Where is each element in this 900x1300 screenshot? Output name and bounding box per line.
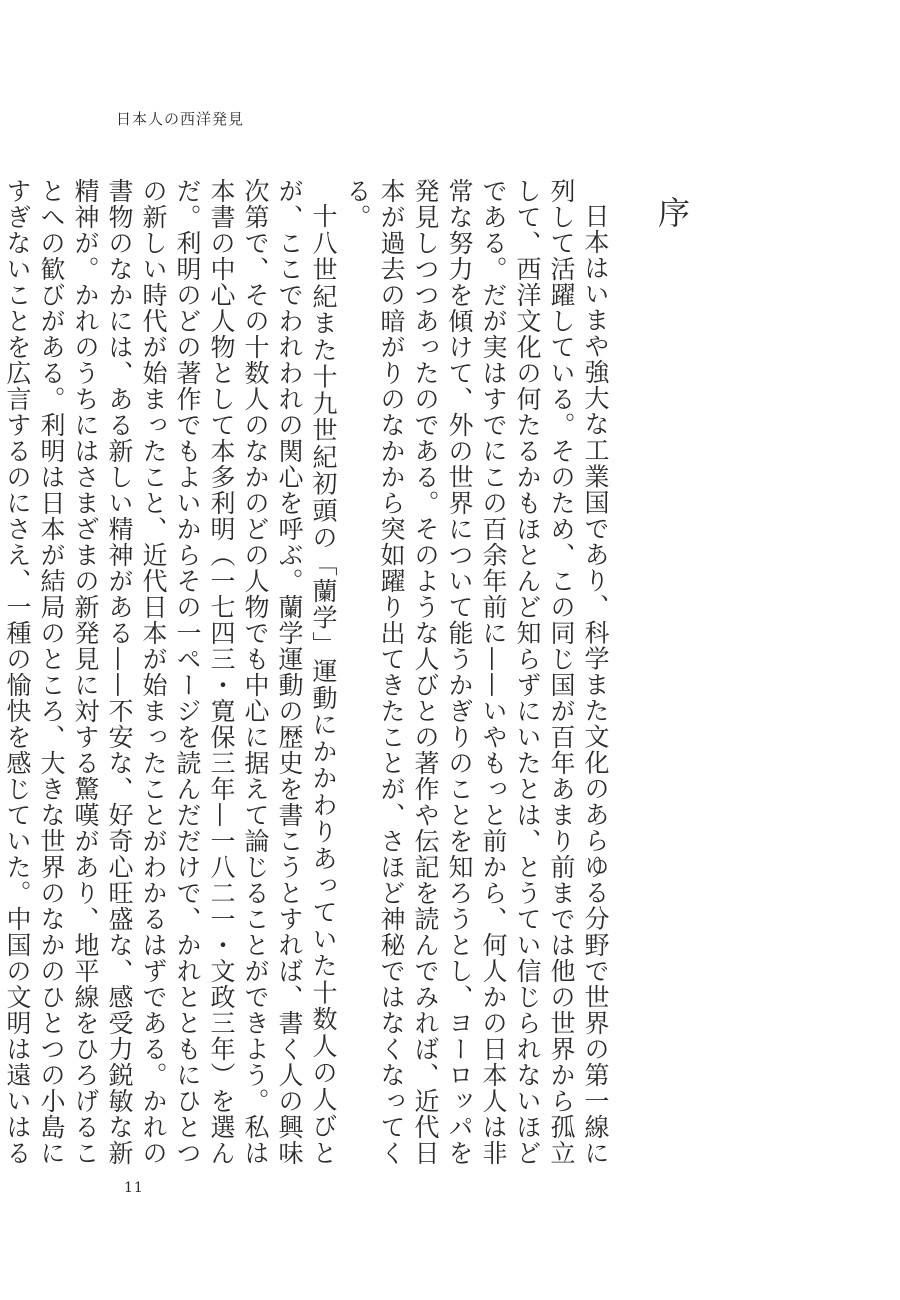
paragraph-2: 十八世紀また十九世紀初頭の「蘭学」運動にかかわりあっていた十数人の人びとが、ここでわれわれの関心を呼ぶ。蘭学運動の歴史を書こうとすれば、書く人の興味次第で、その十数人のなかのどの人物でも中心に据えて論じることができよう。私は本書の中心人物として本多利明（一七四三・寛保三年—一八二一・文政三年）を選んだ。利明のどの著作でもよいからその一ページを読んだだけで、かれとともにひとつの新しい時代が始まったこと、近代日本が始まったことがわかるはずである。かれの書物のなかには、ある新しい精神がある——不安な、好奇心旺盛な、感受力鋭敏な新精神が。かれのうちにはさまざまの新発見に対する驚嘆があり、地平線をひろげることへの歓びがある。利明は日本が結局のところ、大きな世界のなかのひとつの小島にすぎないことを広言するのにさえ、一種の愉快を感じていた。中国の文明は遠いはる bbox=[3, 178, 338, 1166]
body-text bbox=[0, 178, 612, 1166]
running-head: 日本人の西洋発見 bbox=[116, 110, 245, 128]
page-number: 11 bbox=[124, 1180, 144, 1196]
paragraph-1: 日本はいまや強大な工業国であり、科学また文化のあらゆる分野で世界の第一線に列して活躍している。そのため、この同じ国が百年あまり前までは他の世界から孤立して、西洋文化の何たるかもほとんど知らずにいたとは、とうてい信じられないほどである。だが実はすでにこの百余年前に——いやもっと前から、何人かの日本人は非常な努力を傾けて、外の世界について能うかぎりのことを知ろうとし、ヨーロッパを発見しつつあったのである。そのような人びとの著作や伝記を読んでみれば、近代日本が過去の暗がりのなかから突如躍り出てきたことが、さほど神秘ではなくなってくる。 bbox=[343, 178, 610, 1166]
section-title: 序 bbox=[653, 196, 691, 228]
